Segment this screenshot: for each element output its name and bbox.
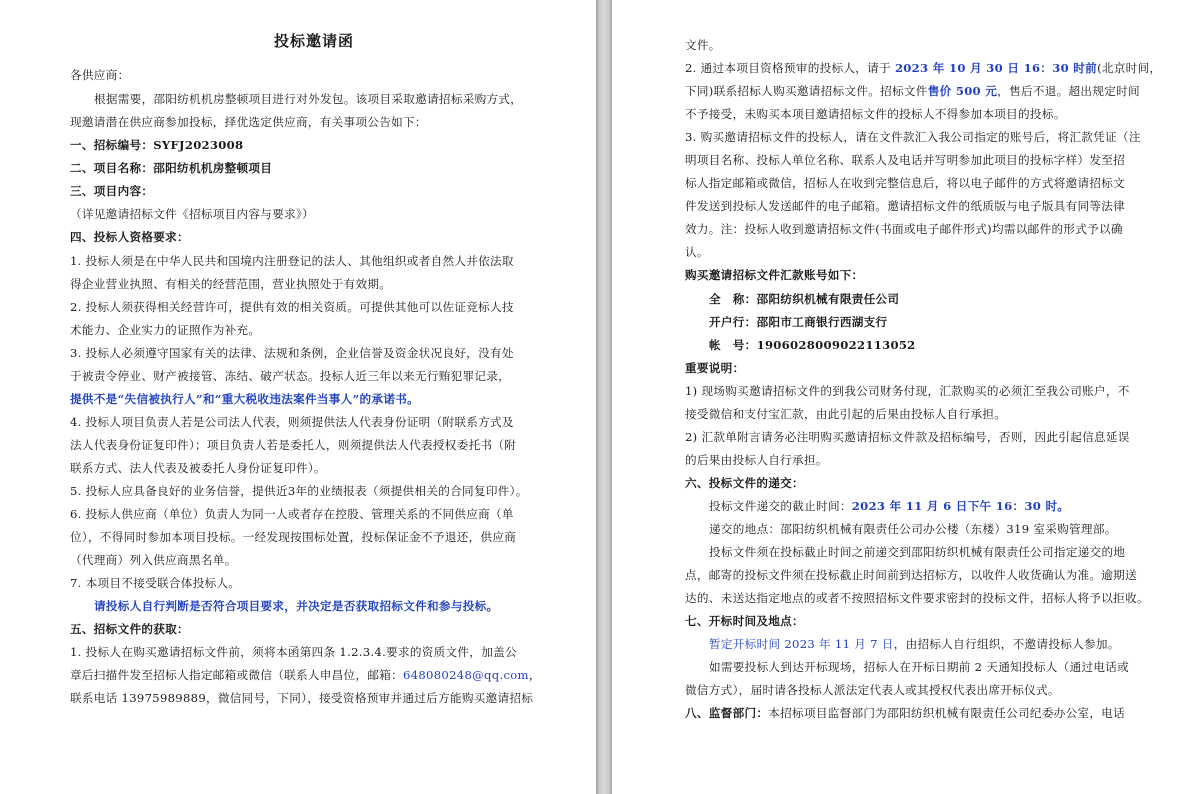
salutation: 各供应商： [70, 68, 130, 82]
notice-highlight: 请投标人自行判断是否符合项目要求，并决定是否获取招标文件和参与投标。 [94, 599, 499, 613]
requirement-line: 6. 投标人供应商（单位）负责人为同一人或者存在控股、管理关系的不同供应商（单 [70, 507, 514, 521]
acquisition-line: 明项目名称、投标人单位名称、联系人及电话并写明参加此项目的投标字样）发至招 [685, 153, 1126, 167]
opening-line: 微信方式），届时请各投标人派法定代表人或其授权代表出席开标仪式。 [685, 683, 1060, 697]
acquisition-line: 认。 [685, 245, 709, 259]
requirement-highlight: 提供不是“失信被执行人”和“重大税收违法案件当事人”的承诺书。 [70, 392, 420, 406]
submission-line: 达的、未送达指定地点的或者不按照招标文件要求密封的投标文件，招标人将予以拒收。 [685, 591, 1149, 605]
acquisition-line [685, 60, 1161, 76]
acquisition-text: ，售后不退。超出规定时间 [997, 84, 1140, 98]
acquisition-text: 2. 通过本项目资格预审的投标人，请于 [685, 61, 895, 75]
supervision-text: 本招标项目监督部门为邵阳纺织机械有限责任公司纪委办公室，电话 [768, 706, 1126, 720]
acquisition-line: 不予接受，未购买本项目邀请招标文件的投标人不得参加本项目的投标。 [685, 107, 1066, 121]
acquisition-line: 联系电话 13975989889，微信同号，下同），接受资格预审并通过后方能购买邀请招标 [70, 691, 534, 705]
important-line: 的后果由投标人自行承担。 [685, 453, 828, 467]
section-heading-8: 八、监督部门： [685, 706, 769, 720]
requirement-line: 3. 投标人必须遵守国家有关的法律、法规和条例，企业信誉及资金状况良好，没有处 [70, 346, 514, 360]
acquisition-text: 章后扫描件发至招标人指定邮箱或微信（联系人申昌位，邮箱： [70, 668, 404, 682]
submission-line: 点，邮寄的投标文件须在投标截止时间前到达招标方，以收件人收货确认为准。逾期送 [685, 568, 1137, 582]
section-3-detail: （详见邀请招标文件《招标项目内容与要求》） [70, 207, 314, 221]
account-title: 购买邀请招标文件汇款账号如下： [685, 268, 864, 282]
submission-text: 投标文件递交的截止时间： [709, 499, 852, 513]
acquisition-text: (北京时间， [1097, 61, 1162, 75]
page-gutter [596, 0, 612, 794]
acquisition-text: ， [528, 668, 541, 682]
document-page-left [0, 0, 596, 794]
section-heading-7: 七、开标时间及地点： [685, 614, 804, 628]
important-line: 接受微信和支付宝汇款，由此引起的后果由投标人自行承担。 [685, 407, 1007, 421]
important-line: 1) 现场购买邀请招标文件的到我公司财务付现，汇款购买的必须汇至我公司账户，不 [685, 384, 1130, 398]
requirement-line: 法人代表身份证复印件）；项目负责人若是委托人，则须提供法人代表授权委托书（附 [70, 438, 517, 452]
acquisition-line: 标人指定邮箱或微信，招标人在收到完整信息后，将以电子邮件的方式将邀请招标文 [685, 176, 1126, 190]
submission-line: 投标文件须在投标截止时间之前递交到邵阳纺织机械有限责任公司指定递交的地 [709, 545, 1126, 559]
opening-text: ，由招标人自行组织，不邀请投标人参加。 [893, 637, 1120, 651]
acquisition-text: 下同)联系招标人购买邀请招标文件。招标文件 [685, 84, 928, 98]
requirement-line: 7. 本项目不接受联合体投标人。 [70, 576, 241, 590]
acquisition-line: 1. 投标人在购买邀请招标文件前，须将本函第四条 1.2.3.4.要求的资质文件，加盖公 [70, 645, 517, 659]
submission-deadline: 2023 年 11 月 6 日下午 16：30 时。 [851, 499, 1070, 513]
email-link[interactable]: 648080248@qq.com [403, 668, 529, 682]
opening-line [709, 636, 1120, 652]
acquisition-line [685, 83, 1140, 99]
requirement-line: 联系方式、法人代表及被委托人身份证复印件）。 [70, 461, 326, 475]
requirement-line: （代理商）列入供应商黑名单。 [70, 553, 237, 567]
acquisition-line: 效力。注：投标人收到邀请招标文件(书面或电子邮件形式)均需以邮件的形式予以确 [685, 222, 1123, 236]
section-heading-3: 三、项目内容： [70, 184, 154, 198]
document-page-right [612, 0, 1202, 794]
account-bank: 开户行：邵阳市工商银行西湖支行 [709, 315, 888, 329]
account-number: 帐 号：1906028009022113052 [709, 338, 916, 352]
section-heading-2: 二、项目名称：邵阳纺机机房整顿项目 [70, 161, 273, 175]
acquisition-line [70, 667, 541, 683]
requirement-line: 5. 投标人应具备良好的业务信誉，提供近3年的业绩报表（须提供相关的合同复印件）。 [70, 484, 528, 498]
section-heading-6: 六、投标文件的递交： [685, 476, 804, 490]
document-price: 售价 500 元 [927, 84, 998, 98]
important-line: 2) 汇款单附言请务必注明购买邀请招标文件款及招标编号，否则，因此引起信息延误 [685, 430, 1130, 444]
requirement-line: 2. 投标人须获得相关经营许可，提供有效的相关资质。可提供其他可以佐证竞标人技 [70, 300, 514, 314]
acquisition-line: 3. 购买邀请招标文件的投标人，请在文件款汇入我公司指定的账号后，将汇款凭证（注 [685, 130, 1141, 144]
intro-line: 根据需要，邵阳纺机机房整顿项目进行对外发包。该项目采取邀请招标采购方式， [94, 92, 523, 106]
requirement-line: 1. 投标人须是在中华人民共和国境内注册登记的法人、其他组织或者自然人并依法取 [70, 254, 514, 268]
page-title: 投标邀请函 [274, 32, 355, 50]
submission-line [709, 498, 1069, 514]
submission-line: 递交的地点：邵阳纺织机械有限责任公司办公楼（东楼）319 室采购管理部。 [709, 522, 1117, 536]
opening-line: 如需要投标人到达开标现场，招标人在开标日期前 2 天通知投标人（通过电话或 [709, 660, 1130, 674]
acquisition-line: 件发送到投标人发送邮件的电子邮箱。邀请招标文件的纸质版与电子版具有同等法律 [685, 199, 1126, 213]
requirement-line: 于被责令停业、财产被接管、冻结、破产状态。投标人近三年以来无行贿犯罪记录， [70, 369, 511, 383]
requirement-line: 术能力、企业实力的证照作为补充。 [70, 323, 261, 337]
section-heading-5: 五、招标文件的获取： [70, 622, 189, 636]
requirement-line: 4. 投标人项目负责人若是公司法人代表，则须提供法人代表身份证明（附联系方式及 [70, 415, 514, 429]
requirement-line: 位），不得同时参加本项目投标。一经发现按围标处置，投标保证金不予退还，供应商 [70, 530, 517, 544]
section-heading-4: 四、投标人资格要求： [70, 230, 189, 244]
intro-line: 现邀请潜在供应商参加投标，择优选定供应商，有关事项公告如下： [70, 115, 427, 129]
opening-date: 暂定开标时间 2023 年 11 月 7 日 [709, 637, 894, 651]
purchase-deadline: 2023 年 10 月 30 日 16：30 时前 [894, 61, 1098, 75]
continuation-text: 文件。 [685, 38, 721, 52]
requirement-line: 得企业营业执照、有相关的经营范围，营业执照处于有效期。 [70, 277, 392, 291]
supervision-line [685, 705, 1125, 721]
account-name: 全 称：邵阳纺织机械有限责任公司 [709, 292, 900, 306]
section-heading-1: 一、招标编号：SYFJ2023008 [70, 138, 244, 152]
important-title: 重要说明： [685, 361, 745, 375]
